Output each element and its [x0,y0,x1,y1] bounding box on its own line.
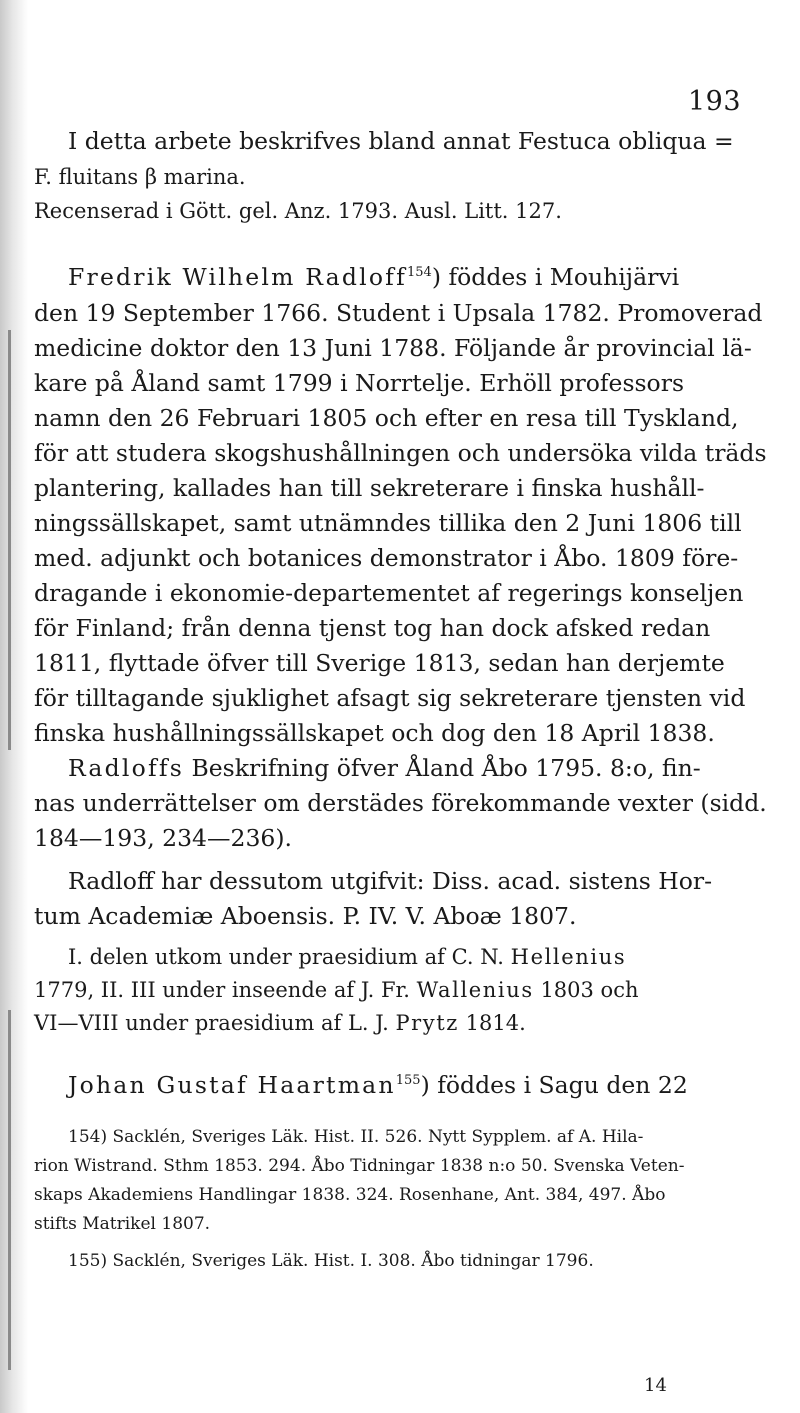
parts-text: 1803 och [540,978,639,1002]
radloff-body-line: ningssällskapet, samt utnämndes tillika den 2 Juni 1806 till [34,509,742,537]
radloff-line1-rest: ) föddes i Mouhijärvi [431,263,680,291]
radloff-body-line: dragande i ekonomie-departementet af regerings konseljen [34,579,744,607]
radloff-dissertation-line: tum Academiæ Aboensis. P. IV. V. Aboæ 1807. [34,902,577,930]
footnote-ref-154: 154 [406,265,432,281]
radloff-parts-line [34,975,639,1005]
footnote-154: 154) Sacklén, Sveriges Läk. Hist. II. 526. Nytt Sypplem. af A. Hila- [68,1127,644,1147]
parts-text: 1779, II. III under inseende af J. Fr. [34,978,410,1002]
haartman-line1-rest: ) föddes i Sagu den 22 [420,1071,688,1099]
footnote-154-cont: rion Wistrand. Sthm 1853. 294. Åbo Tidningar 1838 n:o 50. Svenska Veten- [34,1156,685,1176]
radloff-description-line: nas underrättelser om derstädes förekommande vexter (sidd. [34,789,767,817]
person-name: Wallenius [416,978,534,1002]
radloff-dissertation-line [68,866,712,896]
radloff-body-line: för tilltagande sjuklighet afsagt sig sekreterare tjensten vid [34,684,746,712]
signature-mark: 14 [644,1375,667,1396]
radloff-heading-line [68,262,679,292]
radloff-body-line: 1811, flyttade öfver till Sverige 1813, sedan han derjemte [34,649,725,677]
parts-text: 1814. [465,1011,526,1035]
radloff-body-line: för Finland; från denna tjenst tog han dock afsked redan [34,614,711,642]
radloff-body-line: kare på Åland samt 1799 i Norrtelje. Erhöll professors [34,369,685,397]
radloff-body-line: medicine doktor den 13 Juni 1788. Följande år provincial lä- [34,334,752,362]
page-number: 193 [688,86,742,117]
intro-line-1: I detta arbete beskrifves bland annat Festuca obliqua = [68,127,734,155]
intro-review-line: Recenserad i Gött. gel. Anz. 1793. Ausl. Litt. 127. [34,199,562,223]
radloff-body-line: namn den 26 Februari 1805 och efter en resa till Tyskland, [34,404,739,432]
intro-line-2: F. fluitans β marina. [34,165,246,189]
radloff-description-line: 184—193, 234—236). [34,824,292,852]
radloff-parts-line [68,942,626,972]
binding-edge-line [8,330,11,750]
radloff-body-line: för att studera skogshushållningen och undersöka vilda träds [34,439,767,467]
radloff-name: Fredrik Wilhelm Radloff [68,263,407,291]
radloff-body-line: med. adjunkt och botanices demonstrator i Åbo. 1809 före- [34,544,739,572]
radloff-diss-name: Radloff [68,867,154,895]
radloff-body-line: finska hushållningssällskapet och dog den 18 April 1838. [34,719,715,747]
footnote-154-cont: skaps Akademiens Handlingar 1838. 324. Rosenhane, Ant. 384, 497. Åbo [34,1185,666,1205]
footnote-ref-155: 155 [395,1073,421,1089]
person-name: Hellenius [510,945,627,969]
parts-text: VI—VIII under praesidium af L. J. [34,1011,389,1035]
haartman-name: Johan Gustaf Haartman [68,1071,396,1099]
radloff-description-line [68,753,701,783]
radloff-desc-rest: Beskrifning öfver Åland Åbo 1795. 8:o, fin- [191,754,701,782]
haartman-heading-line [68,1070,688,1100]
radloff-parts-line [34,1008,526,1038]
radloff-desc-name: Radloffs [68,754,185,782]
parts-text: I. delen utkom under praesidium af C. N. [68,945,504,969]
page-gutter-shadow [0,0,28,1413]
radloff-body-line: den 19 September 1766. Student i Upsala 1782. Promoverad [34,299,763,327]
footnote-155: 155) Sacklén, Sveriges Läk. Hist. I. 308. Åbo tidningar 1796. [68,1251,594,1271]
person-name: Prytz [395,1011,459,1035]
radloff-body-line: plantering, kallades han till sekreterare i finska hushåll- [34,474,705,502]
binding-edge-line [8,1010,11,1370]
radloff-diss-rest: har dessutom utgifvit: Diss. acad. sistens Hor- [161,867,713,895]
footnote-154-cont: stifts Matrikel 1807. [34,1214,211,1234]
